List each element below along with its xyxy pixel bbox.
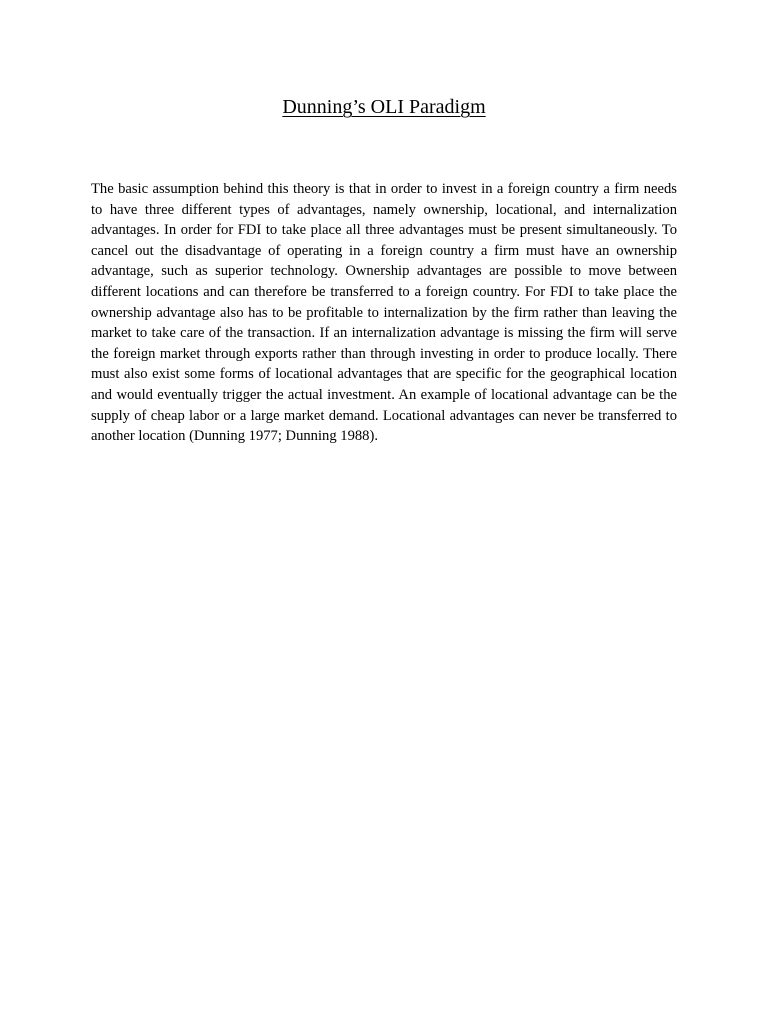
page-title-text: Dunning’s OLI Paradigm: [282, 96, 486, 118]
page-title: [0, 93, 768, 121]
body-paragraph: The basic assumption behind this theory is that in order to invest in a foreign country a firm needs to have three different types of advantages, namely ownership, locational, and internalization advantages. In order for FDI to take place all three advantages must be present simultaneously. To cancel out the disadvantage of operating in a foreign country a firm must have an ownership advantage, such as superior technology. Ownership advantages are possible to move between different locations and can therefore be transferred to a foreign country. For FDI to take place the ownership advantage also has to be profitable to internalization by the firm rather than leaving the market to take care of the transaction. If an internalization advantage is missing the firm will serve the foreign market through exports rather than through investing in order to produce locally. There must also exist some forms of locational advantages that are specific for the geographical location and would eventually trigger the actual investment. An example of locational advantage can be the supply of cheap labor or a large market demand. Locational advantages can never be transferred to another location (Dunning 1977; Dunning 1988).: [91, 181, 677, 445]
